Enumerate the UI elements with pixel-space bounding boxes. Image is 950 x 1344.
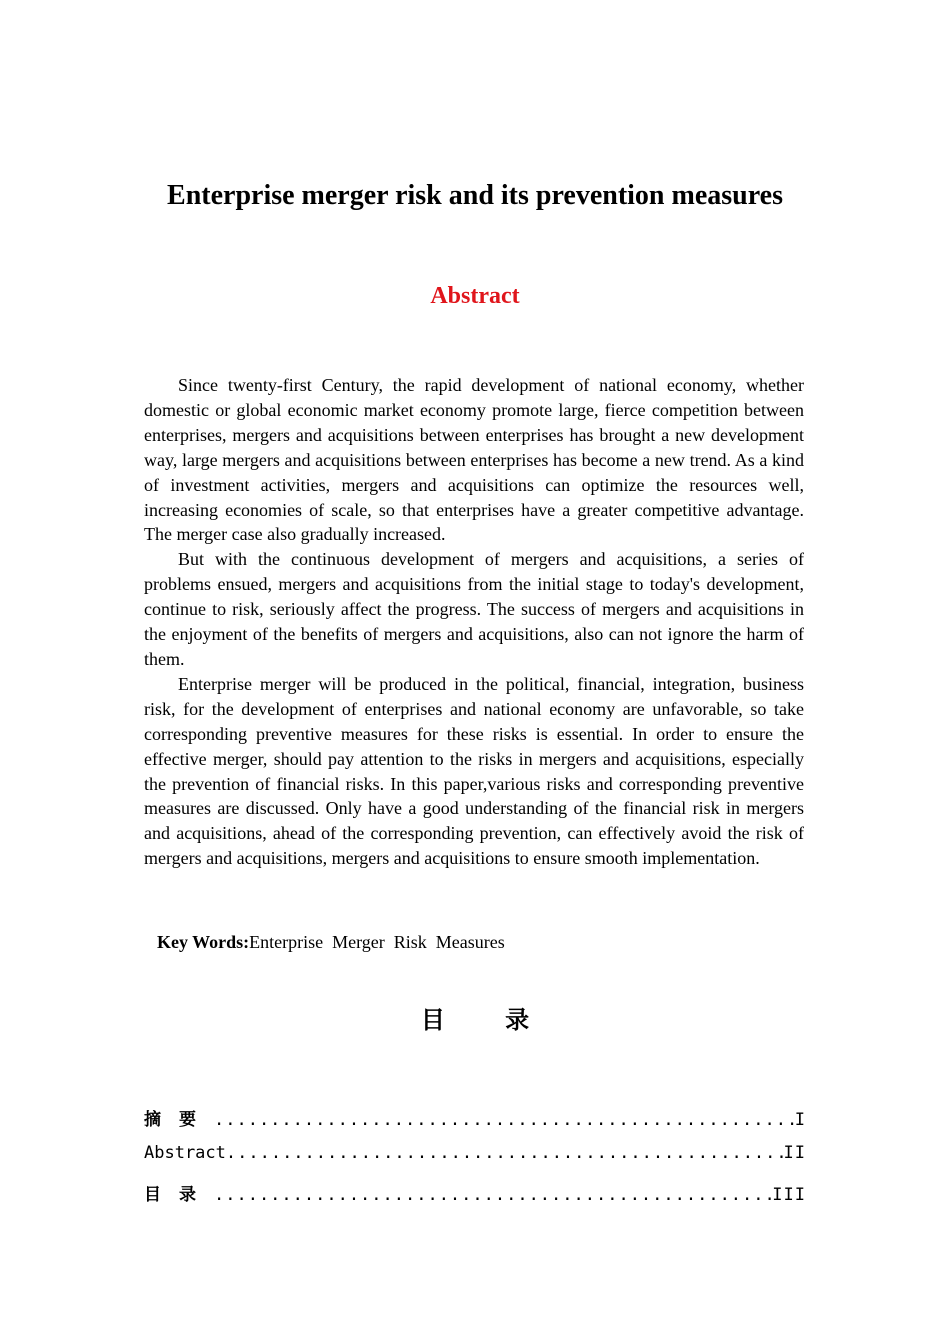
toc-entry[interactable] xyxy=(144,1180,806,1205)
toc-entry-label: Abstract xyxy=(144,1143,226,1163)
keywords-value: Enterprise Merger Risk Measures xyxy=(249,932,505,952)
toc-entry[interactable] xyxy=(144,1143,806,1163)
abstract-paragraph: But with the continuous development of mergers and acquisitions, a series of problems ensued, mergers and acquisitions from the initial stage to today's development, continue to risk, seriously affect the progress. The success of mergers and acquisitions in the enjoyment of the benefits of mergers and acquisitions, also can not ignore the harm of them. xyxy=(144,549,804,669)
abstract-heading: Abstract xyxy=(430,283,520,309)
toc-entry-page: II xyxy=(783,1143,806,1163)
abstract-body xyxy=(144,373,804,871)
toc-entry-page: III xyxy=(772,1185,806,1205)
keywords-line xyxy=(157,932,505,953)
toc-entry-page: I xyxy=(794,1110,806,1130)
toc-leader-dots xyxy=(226,1143,784,1163)
keywords-label: Key Words: xyxy=(157,932,250,952)
document-title: Enterprise merger risk and its prevention measures xyxy=(167,180,783,211)
toc-heading: 目 录 xyxy=(420,1006,556,1034)
toc-entry[interactable] xyxy=(144,1105,806,1130)
toc-leader-dots xyxy=(214,1185,772,1205)
toc-entry-label: 摘要 xyxy=(144,1110,214,1130)
toc-entry-label: 目录 xyxy=(144,1185,214,1205)
toc-leader-dots xyxy=(214,1110,795,1130)
abstract-paragraph: Enterprise merger will be produced in the political, financial, integration, business risk, for the development of enterprises and national economy are unfavorable, so take corresponding preventive measures for these risks is essential. In order to ensure the effective merger, should pay attention to the risks in mergers and acquisitions, especially the prevention of financial risks. In this paper,various risks and corresponding preventive measures are discussed. Only have a good understanding of the financial risk in mergers and acquisitions, ahead of the corresponding prevention, can effectively avoid the risk of mergers and acquisitions, mergers and acquisitions to ensure smooth implementation. xyxy=(144,673,804,869)
abstract-paragraph: Since twenty-first Century, the rapid development of national economy, whether domestic or global economic market economy promote large, fierce competition between enterprises, mergers and acquisitions between enterprises has brought a new development way, large mergers and acquisitions between enterprises has become a new trend. As a kind of investment activities, mergers and acquisitions can optimize the resources well, increasing economies of scale, so that enterprises have a greater competitive advantage. The merger case also gradually increased. xyxy=(144,375,804,545)
